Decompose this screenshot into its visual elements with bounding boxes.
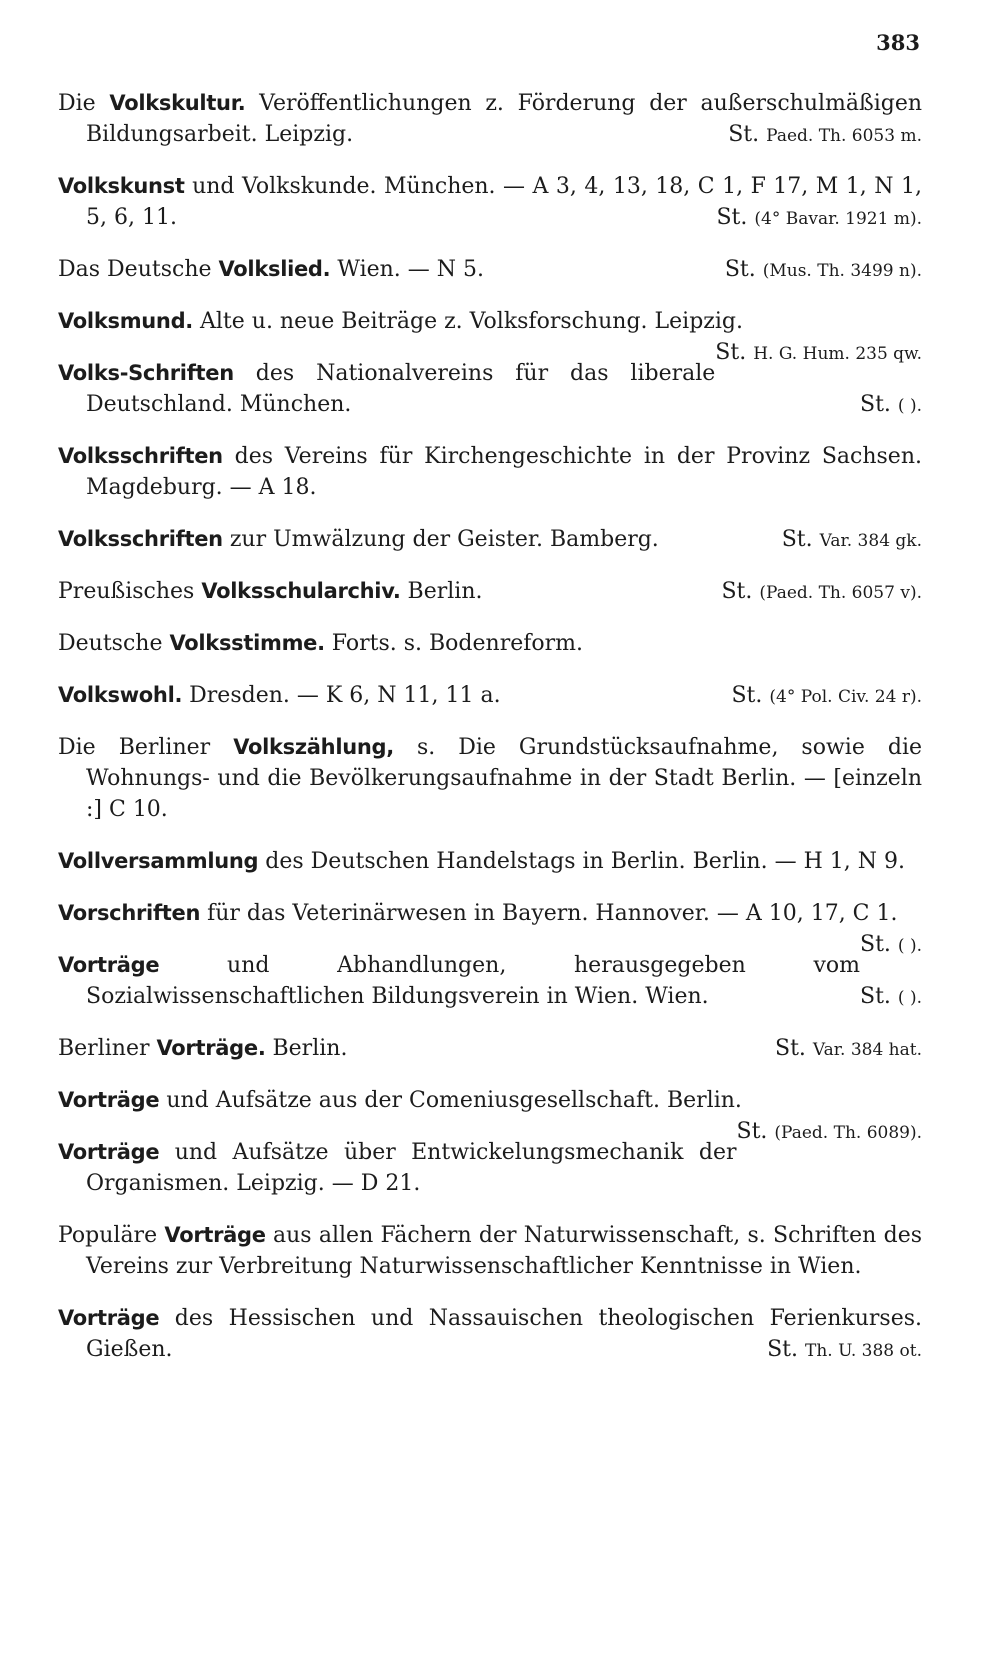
entry-text: Alte u. neue Beiträge z. Volksforschung. Leipzig. [193, 309, 743, 334]
entry-keyword: Volkswohl. [58, 683, 183, 707]
entry-text: zur Umwälzung der Geister. Bamberg. [222, 527, 659, 552]
entry-prefix: Preußisches [58, 579, 202, 604]
entry-text: aus allen Fächern der Naturwissenschaft, s. Schriften des Vereins zur Verbreitung Naturwissenschaftlicher Kenntnisse in Wien. [86, 1223, 923, 1279]
entry-text: Berlin. [265, 1036, 348, 1061]
entry-prefix: Das Deutsche [58, 257, 219, 282]
catalog-entry [58, 628, 922, 659]
entry-keyword: Volks-Schriften [58, 361, 234, 385]
entry-text: und Volkskunde. München. — A 3, 4, 13, 18, C 1, F 17, M 1, N 1, 5, 6, 11. [86, 174, 922, 230]
shelf-reference [860, 389, 922, 422]
entry-keyword: Vorschriften [58, 901, 201, 925]
shelf-signature: (Paed. Th. 6057 v). [759, 583, 922, 603]
shelf-label: St. [728, 122, 760, 147]
shelf-signature: (4° Bavar. 1921 m). [754, 209, 922, 229]
entry-list [58, 88, 922, 1386]
entry-text: s. Die Grundstücksaufnahme, sowie die Wohnungs- und die Bevölkerungsaufnahme in der Stadt Berlin. — [einzeln :] C 10. [86, 735, 922, 822]
shelf-reference [767, 1334, 922, 1367]
shelf-label: St. [860, 392, 891, 417]
shelf-signature: (4° Pol. Civ. 24 r). [769, 687, 922, 707]
catalog-entry [58, 732, 922, 825]
shelf-signature: ( ). [897, 936, 922, 956]
catalog-entry [58, 1303, 922, 1365]
entry-prefix: Berliner [58, 1036, 157, 1061]
entry-text: Wien. — N 5. [330, 257, 485, 282]
catalog-entry [58, 680, 922, 711]
catalog-entry [58, 576, 922, 607]
entry-keyword: Volkslied. [218, 257, 331, 281]
entry-prefix: Deutsche [58, 631, 170, 656]
shelf-reference [731, 680, 922, 713]
catalog-entry [58, 898, 922, 957]
entry-prefix: Die Berliner [58, 735, 234, 760]
catalog-entry [58, 846, 922, 877]
shelf-label: St. [860, 984, 891, 1009]
catalog-entry [58, 524, 922, 555]
catalog-entry [58, 1085, 922, 1144]
catalog-entry [58, 1033, 922, 1064]
entry-text: Berlin. [400, 579, 483, 604]
shelf-label: St. [775, 1036, 806, 1061]
catalog-entry [58, 441, 922, 503]
catalog-entry [58, 254, 922, 285]
shelf-signature: ( ). [897, 396, 922, 416]
shelf-signature: H. G. Hum. 235 qw. [753, 344, 922, 364]
catalog-entry [58, 171, 922, 233]
entry-prefix: Die [58, 91, 110, 116]
entry-text: des Vereins für Kirchengeschichte in der Provinz Sachsen. Magdeburg. — A 18. [86, 444, 922, 500]
entry-keyword: Vorträge [58, 1306, 160, 1330]
entry-keyword: Vorträge [58, 953, 160, 977]
shelf-label: St. [781, 527, 813, 552]
entry-text: und Abhandlungen, herausgegeben vom Sozialwissenschaftlichen Bildungsverein in Wien. Wien. [86, 953, 861, 1009]
shelf-label: St. [721, 579, 753, 604]
shelf-label: St. [860, 932, 891, 957]
entry-keyword: Volksschriften [58, 444, 223, 468]
shelf-reference [728, 119, 922, 152]
entry-keyword: Volksschularchiv. [201, 579, 401, 603]
entry-keyword: Volksmund. [58, 309, 193, 333]
shelf-label: St. [736, 1119, 768, 1144]
shelf-signature: Var. 384 hat. [812, 1040, 922, 1060]
shelf-reference [860, 981, 922, 1014]
entry-text: Veröffentlichungen z. Förderung der außerschulmäßigen Bildungsarbeit. Leipzig. [86, 91, 923, 147]
catalog-entry [58, 306, 922, 365]
shelf-label: St. [724, 257, 756, 282]
entry-keyword: Volkskultur. [109, 91, 246, 115]
shelf-reference [716, 202, 922, 235]
shelf-label: St. [716, 205, 748, 230]
catalog-entry [58, 950, 922, 1012]
entry-prefix: Populäre [58, 1223, 165, 1248]
entry-text: Dresden. — K 6, N 11, 11 a. [182, 683, 501, 708]
shelf-signature: (Mus. Th. 3499 n). [762, 261, 922, 281]
entry-text: für das Veterinärwesen in Bayern. Hannover. — A 10, 17, C 1. [200, 901, 898, 926]
entry-text: des Hessischen und Nassauischen theologischen Ferienkurses. Gießen. [86, 1306, 922, 1362]
entry-keyword: Volksschriften [58, 527, 223, 551]
shelf-reference [725, 254, 922, 287]
entry-keyword: Vorträge [58, 1088, 160, 1112]
shelf-label: St. [767, 1337, 798, 1362]
shelf-reference [860, 929, 922, 962]
entry-keyword: Vollversammlung [58, 849, 259, 873]
entry-keyword: Volkskunst [58, 174, 185, 198]
shelf-reference [782, 524, 922, 557]
catalog-entry [58, 88, 922, 150]
entry-text: und Aufsätze über Entwickelungsmechanik der Organismen. Leipzig. — D 21. [86, 1140, 737, 1196]
entry-text: Forts. s. Bodenreform. [324, 631, 583, 656]
catalog-entry [58, 1220, 922, 1282]
page-number: 383 [876, 30, 920, 55]
shelf-signature: Th. U. 388 ot. [805, 1341, 922, 1361]
shelf-reference [775, 1033, 922, 1066]
shelf-signature: Var. 384 gk. [819, 531, 922, 551]
shelf-reference [715, 337, 922, 370]
entry-keyword: Volksstimme. [169, 631, 325, 655]
entry-keyword: Vorträge [164, 1223, 266, 1247]
entry-text: des Nationalvereins für das liberale Deutschland. München. [86, 361, 716, 417]
shelf-reference [721, 576, 922, 609]
shelf-reference [737, 1116, 923, 1149]
entry-text: des Deutschen Handelstags in Berlin. Berlin. — H 1, N 9. [258, 849, 905, 874]
shelf-signature: (Paed. Th. 6089). [774, 1123, 922, 1143]
entry-keyword: Vorträge [58, 1140, 160, 1164]
entry-text: und Aufsätze aus der Comeniusgesellschaft. Berlin. [159, 1088, 742, 1113]
shelf-label: St. [731, 683, 763, 708]
shelf-signature: Paed. Th. 6053 m. [766, 126, 922, 146]
shelf-signature: ( ). [897, 988, 922, 1008]
entry-keyword: Volkszählung, [233, 735, 394, 759]
entry-keyword: Vorträge. [156, 1036, 266, 1060]
shelf-label: St. [715, 340, 747, 365]
